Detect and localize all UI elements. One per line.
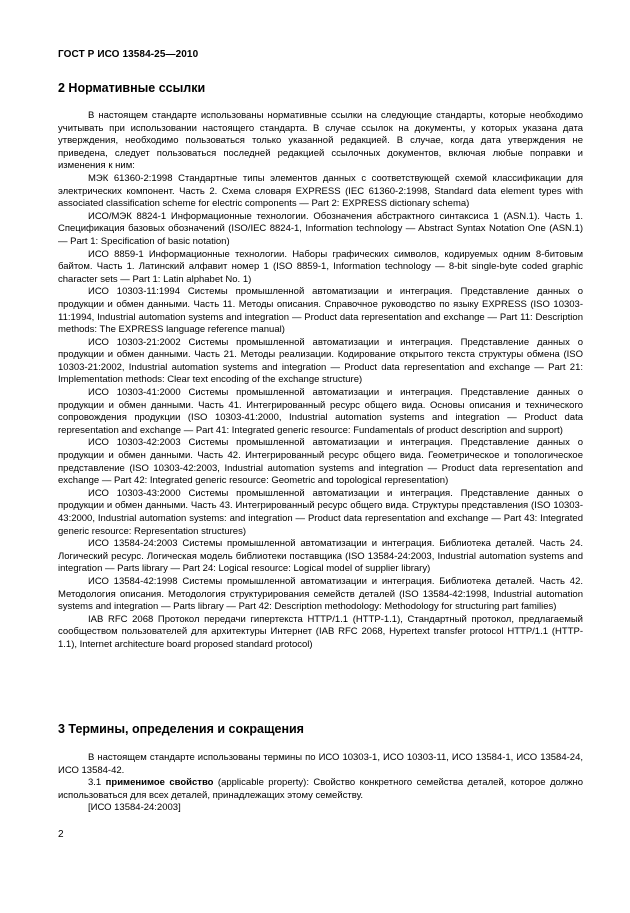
reference-iso-10303-41: ИСО 10303-41:2000 Системы промышленной автоматизации и интеграция. Представление данных о продукции и обмен данными. Часть 41. Интегрированный ресурс общего вида. Основы описания и технического сопровождения продукции (ISO 10303-41:2000, Industrial automation systems and integration — Product data representation and exchange — Part 41: Integrated generic resource: Fundamentals of product description and support) bbox=[58, 387, 583, 436]
reference-iab-rfc-2068: IAB RFC 2068 Протокол передачи гипертекста HTTP/1.1 (HTTP-1.1), Стандартный протокол, предлагаемый сообществом пользователей для архитектуры Интернет (IAB RFC 2068, Hypertext transfer protocol HTTP/1.1 (HTTP-1.1), Internet architecture board proposed standard protocol) bbox=[58, 613, 583, 650]
section-2-body bbox=[58, 110, 583, 652]
term-name: применимое свойство bbox=[105, 777, 214, 789]
document-header: ГОСТ Р ИСО 13584-25—2010 bbox=[58, 49, 199, 60]
reference-iec-61360-2: МЭК 61360-2:1998 Стандартные типы элементов данных с соответствующей схемой классификации для электрических компонент. Часть 2. Схема словаря EXPRESS (IEC 61360-2:1998, Standard data element types with associated classification scheme for electric components — Part 2: EXPRESS dictionary schema) bbox=[58, 172, 583, 210]
term-3-1 bbox=[58, 777, 583, 802]
section-2-title: 2 Нормативные ссылки bbox=[58, 81, 206, 95]
term-definition: (applicable property): Свойство конкретного семейства деталей, которое должно использоваться для всех деталей, принадлежащих этому семейству. bbox=[58, 777, 584, 801]
term-source: [ИСО 13584-24:2003] bbox=[88, 802, 181, 814]
section-3-title: 3 Термины, определения и сокращения bbox=[58, 722, 304, 736]
normative-intro-paragraph: В настоящем стандарте использованы нормативные ссылки на следующие стандарты, которые необходимо учитывать при использовании настоящего стандарта. В случае ссылок на документы, у которых указана дата утверждения, необходимо пользоваться только указанной редакцией. В случае, когда дата утверждения не приведена, следует пользоваться последней редакцией ссылочных документов, включая любые поправки и изменения к ним: bbox=[58, 110, 583, 172]
reference-iso-10303-11: ИСО 10303-11:1994 Системы промышленной автоматизации и интеграция. Представление данных о продукции и обмен данными. Часть 11. Методы описания. Справочное руководство по языку EXPRESS (ISO 10303-11:1994, Industrial automation systems and integration — Product data representation and exchange — Part 11: Description methods: The EXPRESS language reference manual) bbox=[58, 286, 583, 336]
term-number: 3.1 bbox=[88, 777, 102, 789]
terms-intro-paragraph: В настоящем стандарте использованы термины по ИСО 10303-1, ИСО 10303-11, ИСО 13584-1, ИСО 13584-24, ИСО 13584-42. bbox=[58, 752, 583, 776]
page-number: 2 bbox=[58, 829, 64, 840]
reference-iso-13584-24: ИСО 13584-24:2003 Системы промышленной автоматизации и интеграция. Библиотека деталей. Часть 24. Логический ресурс. Логическая модель библиотеки поставщика (ISO 13584-24:2003, Industrial automation systems and integration — Parts library — Part 24: Logical resource: Logical model of supplier library) bbox=[58, 538, 583, 575]
section-3-body bbox=[58, 752, 583, 815]
reference-iso-10303-43: ИСО 10303-43:2000 Системы промышленной автоматизации и интеграция. Представление данных о продукции и обмен данными. Часть 43. Интегрированный ресурс общего вида. Структуры представления (ISO 10303-43:2000, Industrial automation systems: and integration — Product data representation and exchange — Part 43: Integrated generic resource: Representation structures) bbox=[58, 487, 583, 537]
reference-iso-10303-42: ИСО 10303-42:2003 Системы промышленной автоматизации и интеграция. Представление данных о продукции и обмен данными. Часть 42. Интегрированный ресурс общего вида. Геометрическое и топологическое представление (ISO 10303-42:2003, Industrial automation systems and integration — Product data representation and exchange — Part 42: Integrated generic resource: Geometric and topological representation) bbox=[58, 437, 583, 487]
reference-iso-8859-1: ИСО 8859-1 Информационные технологии. Наборы графических символов, кодируемых одним 8-битовым байтом. Часть 1. Латинский алфавит номер 1 (ISO 8859-1, Information technology — 8-bit single-byte coded graphic character sets — Part 1: Latin alphabet No. 1) bbox=[58, 248, 583, 285]
reference-iso-10303-21: ИСО 10303-21:2002 Системы промышленной автоматизации и интеграция. Представление данных о продукции и обмен данными. Часть 21. Методы реализации. Кодирование открытого текста структуры обмена (ISO 10303-21:2002, Industrial automation systems and integration — Product data representation and exchange — Part 21: Implementation methods: Clear text encoding of the exchange structure) bbox=[58, 336, 583, 386]
reference-iso-iec-8824-1: ИСО/МЭК 8824-1 Информационные технологии. Обозначения абстрактного синтаксиса 1 (ASN.1). Часть 1. Спецификация базовых обозначений (ISO/IEC 8824-1, Information technology — Abstract Syntax Notation One (ASN.1) — Part 1: Specification of basic notation) bbox=[58, 210, 583, 247]
reference-iso-13584-42: ИСО 13584-42:1998 Системы промышленной автоматизации и интеграция. Библиотека деталей. Часть 42. Методология описания. Методология структурирования семейств деталей (ISO 13584-42:1998, Industrial automation systems and integration — Parts library — Part 42: Description methodology: Methodology for structuring part families) bbox=[58, 575, 583, 613]
